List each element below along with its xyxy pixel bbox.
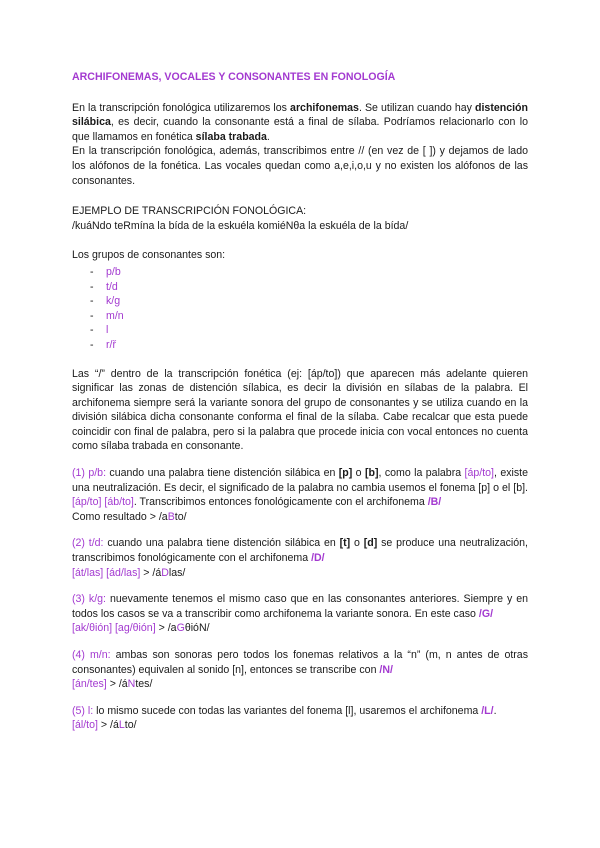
example-transcription: /kuáNdo teRmína la bída de la eskuéla komiéNθa la eskuéla de la bída/ bbox=[72, 219, 409, 232]
section-p-b bbox=[72, 466, 528, 524]
text-span: to/ bbox=[174, 510, 187, 523]
list-item bbox=[90, 280, 528, 295]
example-word: [án/tes] bbox=[72, 678, 107, 691]
groups-heading: Los grupos de consonantes son: bbox=[72, 249, 226, 262]
section-label: (5) l: bbox=[72, 704, 94, 717]
text-span: o bbox=[350, 537, 364, 550]
section-m-n-text bbox=[72, 648, 528, 677]
text-span: . bbox=[266, 130, 270, 143]
list-item bbox=[90, 294, 528, 309]
text-span: En la transcripción fonológica utilizaremos los bbox=[72, 101, 291, 114]
archifonema-letter: D bbox=[161, 566, 169, 579]
phone-b: [b] bbox=[364, 467, 379, 480]
text-span: cuando una palabra tiene distención silábica en bbox=[103, 537, 340, 550]
term-distencion-silabica: distención silábica bbox=[72, 101, 528, 129]
example-word: [áp/to] bbox=[464, 467, 494, 480]
archifonema: /G/ bbox=[478, 607, 494, 620]
text-span: . bbox=[493, 704, 497, 717]
section-label: (3) k/g: bbox=[72, 593, 106, 606]
section-label: (2) t/d: bbox=[72, 537, 104, 550]
text-span: nuevamente tenemos el mismo caso que en las consonantes anteriores. Siempre y en todos los casos se va a transcribir como archifonema la variante sonora. En este caso bbox=[72, 593, 529, 620]
text-span: θióN/ bbox=[184, 622, 210, 635]
bullet-dash: - bbox=[90, 265, 94, 278]
group-label: l bbox=[106, 324, 109, 337]
text-span: ambas son sonoras pero todos los fonemas relativos a la “n” (m, n antes de otras consonantes) equivalen al sonido [n], entonces se transcribe con bbox=[72, 649, 528, 676]
example-word: [áp/to] bbox=[72, 496, 102, 509]
term-silaba-trabada: sílaba trabada bbox=[195, 130, 267, 143]
section-p-b-result bbox=[72, 510, 528, 525]
group-label: p/b bbox=[106, 265, 121, 278]
bullet-dash: - bbox=[90, 309, 94, 322]
section-k-g bbox=[72, 592, 528, 636]
group-label: k/g bbox=[106, 295, 121, 308]
bullet-dash: - bbox=[90, 338, 94, 351]
section-k-g-result bbox=[72, 621, 528, 636]
term-archifonemas: archifonemas bbox=[290, 101, 359, 114]
example-word: [áb/to] bbox=[104, 496, 134, 509]
consonant-groups-list bbox=[72, 265, 528, 353]
list-item bbox=[90, 265, 528, 280]
section-t-d bbox=[72, 536, 528, 580]
text-span: > /á bbox=[140, 566, 162, 579]
group-label: t/d bbox=[106, 280, 118, 293]
section-k-g-text bbox=[72, 592, 528, 621]
archifonema-letter: G bbox=[176, 622, 185, 635]
section-t-d-text bbox=[72, 536, 528, 565]
text-span: . Transcribimos entonces fonológicamente con el archifonema bbox=[133, 496, 428, 509]
text-span: se produce una neutralización, transcribimos fonológicamente con el archifonema bbox=[72, 537, 528, 565]
text-span: > /á bbox=[106, 678, 128, 691]
text-span: . Se utilizan cuando hay bbox=[358, 101, 476, 114]
intro-paragraph-1 bbox=[72, 101, 528, 145]
text-span: cuando una palabra tiene distención silábica en bbox=[106, 467, 339, 480]
intro-paragraph-2: En la transcripción fonológica, además, transcribimos entre // (en vez de [ ]) y dejamos de lado los alófonos de la fonética. Las vocales quedan como a,e,i,o,u y no existen los alófonos de las consonantes. bbox=[72, 145, 528, 187]
text-span: las/ bbox=[168, 566, 186, 579]
list-item bbox=[90, 323, 528, 338]
group-label: r/ř bbox=[106, 338, 116, 351]
section-t-d-result bbox=[72, 566, 528, 581]
text-span: Como resultado > /a bbox=[72, 510, 168, 523]
text-span: , como la palabra bbox=[378, 467, 465, 480]
section-l bbox=[72, 704, 528, 733]
example-word: [ak/θión] [ag/θión] bbox=[72, 622, 156, 635]
section-m-n-result bbox=[72, 677, 528, 692]
explanation-paragraph: Las “/” dentro de la transcripción fonética (ej: [áp/to]) que aparecen más adelante quieren significar las zonas de distención sílabica, es decir la división en sílabas de la palabra. El archifonema siempre será la variante sonora del grupo de consonantes y se utiliza cuando en la división silábica dicha consonante conforma el final de la sílaba. Cabe recalcar que esta puede coincidir con final de palabra, pero si la palabra que procede inicia con vocal entonces no cuenta como sílaba trabada en consonante. bbox=[72, 367, 528, 453]
text-span: > /a bbox=[155, 622, 177, 635]
archifonema: /B/ bbox=[427, 496, 442, 509]
section-m-n bbox=[72, 648, 528, 692]
phone-p: [p] bbox=[338, 467, 353, 480]
section-l-result bbox=[72, 718, 528, 733]
document-title: ARCHIFONEMAS, VOCALES Y CONSONANTES EN FONOLOGÍA bbox=[72, 71, 396, 83]
text-span: to/ bbox=[124, 719, 137, 732]
section-p-b-text bbox=[72, 466, 528, 510]
example-heading: EJEMPLO DE TRANSCRIPCIÓN FONOLÓGICA: bbox=[72, 205, 307, 218]
text-span: > /á bbox=[97, 719, 119, 732]
section-label: (1) p/b: bbox=[72, 467, 107, 480]
example-word: [ál/to] bbox=[72, 719, 98, 732]
archifonema-letter: N bbox=[127, 678, 136, 691]
bullet-dash: - bbox=[90, 280, 94, 293]
text-span: , existe una neutralización. Es decir, el significado de la palabra no cambia usemos el fonema [p] o el [b]. bbox=[72, 467, 528, 494]
bullet-dash: - bbox=[90, 295, 94, 308]
text-span: lo mismo sucede con todas las variantes del fonema [l], usaremos el archifonema bbox=[93, 704, 482, 717]
example-word: [át/las] [ád/las] bbox=[72, 566, 141, 579]
document-body bbox=[72, 70, 528, 733]
group-label: m/n bbox=[106, 309, 124, 322]
list-item bbox=[90, 309, 528, 324]
archifonema: /L/ bbox=[481, 704, 494, 717]
bullet-dash: - bbox=[90, 324, 94, 337]
section-l-text bbox=[72, 704, 528, 719]
archifonema-letter: L bbox=[118, 719, 125, 732]
text-span: tes/ bbox=[135, 678, 153, 691]
phone-d: [d] bbox=[363, 537, 378, 550]
archifonema: /N/ bbox=[379, 663, 393, 676]
text-span: o bbox=[352, 467, 365, 480]
archifonema: /D/ bbox=[311, 552, 325, 565]
text-span: , es decir, cuando la consonante está a final de sílaba. Podríamos relacionarlo con lo que llamamos en fonética bbox=[72, 116, 528, 143]
archifonema-letter: B bbox=[167, 510, 175, 523]
list-item bbox=[90, 338, 528, 353]
phone-t: [t] bbox=[339, 537, 351, 550]
section-label: (4) m/n: bbox=[72, 649, 111, 661]
